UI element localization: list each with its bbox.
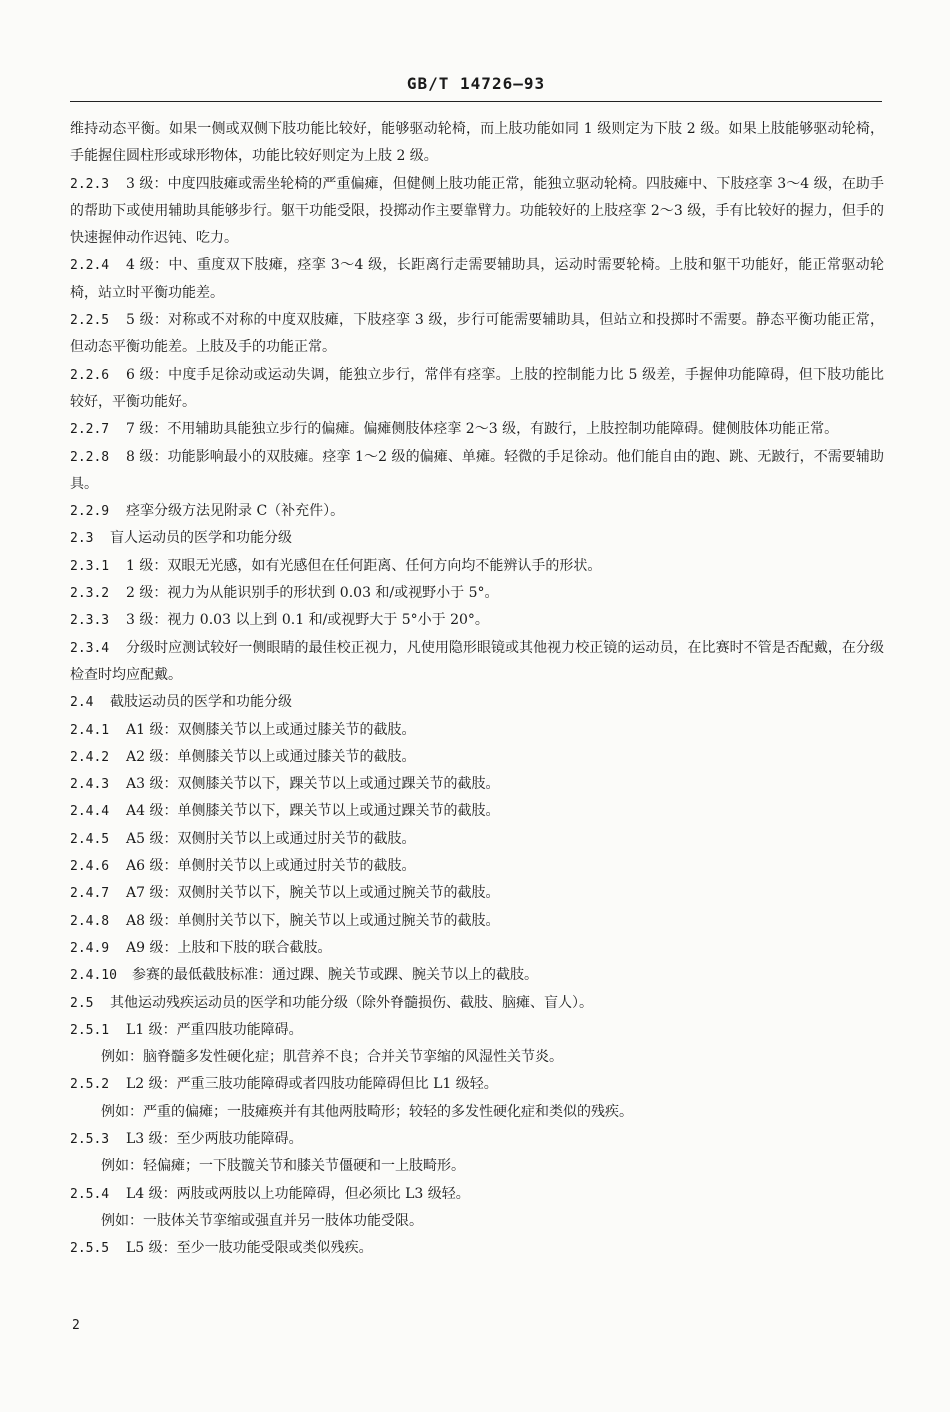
clause-text: 其他运动残疾运动员的医学和功能分级（除外脊髓损伤、截肢、脑瘫、盲人）。 — [110, 994, 593, 1011]
clause-text: A9 级：上肢和下肢的联合截肢。 — [126, 939, 332, 956]
clause-paragraph — [70, 771, 884, 798]
clause-number: 2.5 — [70, 995, 94, 1011]
clause-paragraph — [70, 416, 884, 443]
clause-number: 2.4.5 — [70, 831, 110, 847]
clause-number: 2.4.9 — [70, 940, 110, 956]
clause-number: 2.3.4 — [70, 640, 110, 656]
clause-number: 2.3 — [70, 531, 94, 547]
clause-number: 2.5.1 — [70, 1022, 110, 1038]
clause-text: 维持动态平衡。如果一侧或双侧下肢功能比较好，能够驱动轮椅，而上肢功能如同 1 级则定为下肢 2 级。如果上肢能够驱动轮椅，手能握住圆柱形或球形物体，功能比较好则定为上肢 2 级。 — [70, 121, 884, 165]
clause-number: 2.4.7 — [70, 886, 110, 902]
clause-paragraph — [70, 717, 884, 744]
clause-text: L2 级：严重三肢功能障碍或者四肢功能障碍但比 L1 级轻。 — [126, 1076, 498, 1093]
clause-number: 2.4.3 — [70, 777, 110, 793]
clause-paragraph — [70, 362, 884, 417]
clause-paragraph — [70, 444, 884, 499]
clause-paragraph — [70, 1235, 884, 1262]
body-paragraph — [70, 116, 884, 171]
clause-text: 8 级：功能影响最小的双肢瘫。痉挛 1～2 级的偏瘫、单瘫。轻微的手足徐动。他们能自由的跑、跳、无跛行，不需要辅助具。 — [70, 448, 884, 492]
clause-paragraph — [70, 689, 884, 716]
clause-number: 2.2.9 — [70, 504, 110, 520]
clause-text: L1 级：严重四肢功能障碍。 — [126, 1021, 303, 1038]
clause-number: 2.4.4 — [70, 804, 110, 820]
example-paragraph — [70, 1099, 884, 1126]
clause-text: 3 级：中度四肢瘫或需坐轮椅的严重偏瘫，但健侧上肢功能正常，能独立驱动轮椅。四肢瘫中、下肢痉挛 3～4 级，在助手的帮助下或使用辅助具能够步行。躯干功能受限，投掷动作主要靠臂力。功能较好的上肢痉挛 2～3 级，手有比较好的握力，但手的快速握伸动作迟钝、吃力。 — [70, 175, 884, 247]
clause-paragraph — [70, 744, 884, 771]
clause-text: 例如：一肢体关节挛缩或强直并另一肢体功能受限。 — [101, 1212, 423, 1229]
clause-text: 截肢运动员的医学和功能分级 — [110, 694, 292, 711]
clause-paragraph — [70, 635, 884, 690]
clause-number: 2.2.5 — [70, 313, 110, 329]
clause-number: 2.2.6 — [70, 367, 110, 383]
clause-paragraph — [70, 1181, 884, 1208]
clause-paragraph — [70, 1017, 884, 1044]
clause-number: 2.2.3 — [70, 176, 110, 192]
clause-text: A7 级：双侧肘关节以下，腕关节以上或通过腕关节的截肢。 — [126, 885, 500, 902]
example-paragraph — [70, 1044, 884, 1071]
clause-text: 5 级：对称或不对称的中度双肢瘫，下肢痉挛 3 级，步行可能需要辅助具，但站立和投掷时不需要。静态平衡功能正常，但动态平衡功能差。上肢及手的功能正常。 — [70, 312, 884, 356]
clause-number: 2.5.4 — [70, 1186, 110, 1202]
clause-text: L5 级：至少一肢功能受限或类似残疾。 — [126, 1240, 373, 1257]
clause-paragraph — [70, 1071, 884, 1098]
clause-paragraph — [70, 880, 884, 907]
clause-text: 3 级：视力 0.03 以上到 0.1 和/或视野大于 5°小于 20°。 — [126, 612, 489, 629]
example-paragraph — [70, 1153, 884, 1180]
clause-paragraph — [70, 580, 884, 607]
clause-text: 1 级：双眼无光感，如有光感但在任何距离、任何方向均不能辨认手的形状。 — [126, 557, 602, 574]
clause-text: 例如：脑脊髓多发性硬化症；肌营养不良；合并关节挛缩的风湿性关节炎。 — [101, 1049, 563, 1066]
page-number: 2 — [72, 1318, 80, 1333]
clause-paragraph — [70, 990, 884, 1017]
document-body — [70, 116, 884, 1262]
clause-number: 2.4 — [70, 695, 94, 711]
clause-text: 例如：严重的偏瘫；一肢瘫痪并有其他两肢畸形；较轻的多发性硬化症和类似的残疾。 — [101, 1103, 633, 1120]
clause-text: 参赛的最低截肢标准：通过踝、腕关节或踝、腕关节以上的截肢。 — [132, 967, 538, 984]
clause-text: 例如：轻偏瘫；一下肢髋关节和膝关节僵硬和一上肢畸形。 — [101, 1158, 465, 1175]
clause-text: 痉挛分级方法见附录 C（补充件）。 — [126, 503, 345, 520]
clause-text: A4 级：单侧膝关节以下，踝关节以上或通过踝关节的截肢。 — [126, 803, 500, 820]
clause-text: A8 级：单侧肘关节以下，腕关节以上或通过腕关节的截肢。 — [126, 912, 500, 929]
clause-paragraph — [70, 826, 884, 853]
header-rule — [70, 101, 882, 102]
clause-number: 2.5.3 — [70, 1131, 110, 1147]
clause-number: 2.4.1 — [70, 722, 110, 738]
clause-number: 2.3.2 — [70, 586, 110, 602]
standard-code-header: GB/T 14726—93 — [406, 74, 546, 93]
clause-text: 盲人运动员的医学和功能分级 — [110, 530, 292, 547]
clause-paragraph — [70, 908, 884, 935]
clause-text: 7 级：不用辅助具能独立步行的偏瘫。偏瘫侧肢体痉挛 2～3 级，有跛行，上肢控制功能障碍。健侧肢体功能正常。 — [126, 421, 839, 438]
clause-text: A6 级：单侧肘关节以上或通过肘关节的截肢。 — [126, 858, 416, 875]
clause-number: 2.2.7 — [70, 422, 110, 438]
clause-text: A3 级：双侧膝关节以下，踝关节以上或通过踝关节的截肢。 — [126, 776, 500, 793]
clause-number: 2.2.8 — [70, 449, 110, 465]
clause-paragraph — [70, 252, 884, 307]
clause-paragraph — [70, 307, 884, 362]
clause-text: 分级时应测试较好一侧眼睛的最佳校正视力，凡使用隐形眼镜或其他视力校正镜的运动员，在比赛时不管是否配戴，在分级检查时均应配戴。 — [70, 639, 884, 683]
clause-text: 6 级：中度手足徐动或运动失调，能独立步行，常伴有痉挛。上肢的控制能力比 5 级差，手握伸功能障碍，但下肢功能比较好，平衡功能好。 — [70, 366, 884, 410]
clause-number: 2.4.6 — [70, 859, 110, 875]
clause-number: 2.5.5 — [70, 1241, 110, 1257]
clause-paragraph — [70, 525, 884, 552]
clause-text: A2 级：单侧膝关节以上或通过膝关节的截肢。 — [126, 748, 416, 765]
clause-paragraph — [70, 498, 884, 525]
clause-number: 2.3.3 — [70, 613, 110, 629]
clause-number: 2.4.10 — [70, 968, 117, 984]
clause-paragraph — [70, 171, 884, 253]
clause-paragraph — [70, 935, 884, 962]
clause-paragraph — [70, 607, 884, 634]
clause-number: 2.4.8 — [70, 913, 110, 929]
clause-text: 2 级：视力为从能识别手的形状到 0.03 和/或视野小于 5°。 — [126, 585, 499, 602]
clause-paragraph — [70, 853, 884, 880]
clause-number: 2.3.1 — [70, 558, 110, 574]
clause-text: A1 级：双侧膝关节以上或通过膝关节的截肢。 — [126, 721, 416, 738]
clause-text: L4 级：两肢或两肢以上功能障碍，但必须比 L3 级轻。 — [126, 1185, 470, 1202]
clause-number: 2.4.2 — [70, 749, 110, 765]
clause-paragraph — [70, 1126, 884, 1153]
clause-number: 2.2.4 — [70, 258, 110, 274]
clause-text: L3 级：至少两肢功能障碍。 — [126, 1130, 303, 1147]
clause-paragraph — [70, 798, 884, 825]
clause-number: 2.5.2 — [70, 1077, 110, 1093]
clause-paragraph — [70, 553, 884, 580]
example-paragraph — [70, 1208, 884, 1235]
clause-text: A5 级：双侧肘关节以上或通过肘关节的截肢。 — [126, 830, 416, 847]
clause-text: 4 级：中、重度双下肢瘫，痉挛 3～4 级，长距离行走需要辅助具，运动时需要轮椅。上肢和躯干功能好，能正常驱动轮椅，站立时平衡功能差。 — [70, 257, 884, 301]
clause-paragraph — [70, 962, 884, 989]
